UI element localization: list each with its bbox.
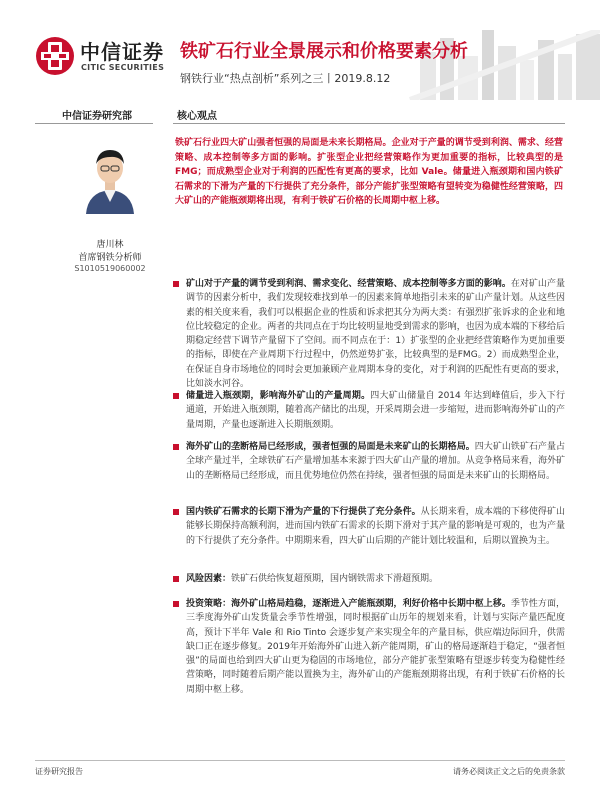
bullet-marker: [173, 393, 179, 399]
point-heading: 矿山对于产量的调节受到利润、需求变化、经营策略、成本控制等多方面的影响。: [186, 279, 511, 289]
point-body: 季节性方面，三季度海外矿山发货量会季节性增强，同时根据矿山历年的规划来看，计划与实际产量匹配度高，预计下半年 Vale 和 Rio Tinto 会逐步复产来实现全年的产量目标，供应端边际回升，供需缺口正在逐步修复。2019年开始海外矿山进入新产能周期，矿山的格局逐渐趋于稳定，“强者恒强”的局面也给到四大矿山更为稳固的市场地位，部分产能扩张型策略有望逐步转变为稳健性经营策略，同时随着后期产能以置换为主，海外矿山的产能瓶颈期将出现，有利于铁矿石价格的长周期中枢上移。: [186, 599, 565, 695]
point-body: 铁矿石供给恢复超预期，国内钢铁需求下滑超预期。: [231, 574, 439, 584]
footer-divider: [35, 760, 565, 761]
point-heading: 储量进入瓶颈期，影响海外矿山的产量周期。: [186, 391, 371, 401]
logo-english-text: CITIC SECURITIES: [81, 63, 165, 72]
analyst-name: 唐川林: [96, 240, 124, 250]
point-heading: 海外矿山的垄断格局已经形成，强者恒强的局面是未来矿山的长期格局。: [186, 442, 475, 452]
research-dept-label: 中信证券研究部: [62, 111, 132, 122]
logo-chinese-text: 中信证券: [80, 40, 164, 64]
point-heading: 风险因素：: [186, 574, 232, 584]
point-heading: 国内铁矿石需求的长期下滑为产量的下行提供了充分条件。: [186, 507, 421, 517]
main-divider: [173, 123, 565, 124]
footer-disclaimer: 请务必阅读正文之后的免责条款: [453, 767, 565, 776]
footer-left-text: 证券研究报告: [35, 767, 83, 776]
bullet-marker: [173, 509, 179, 515]
point-2: [173, 389, 565, 432]
point-body: 在对矿山产量调节的因素分析中，我们发现较难找到单一的因素来简单地指引未来的矿山产量计划。从这些因素的相关度来看，我们可以根据企业的性质和诉求把其分为两大类：有强烈扩张诉求的企业和地位比较稳定的企业。两者的共同点在于均比较明显地受到需求的影响，也因为成本端的下移给后期稳定经营下调节产量留下了空间。而不同点在于：1）扩张型的企业把经营策略作为更加重要的指标，即使在产业周期下行过程中，仍然逆势扩张，比较典型的是FMG。2）而成熟型企业，在保证自身市场地位的同时会更加兼顾产业周期本身的变化，对于利润的匹配性有更高的要求，比如淡水河谷。: [186, 279, 565, 390]
point-body: 从长期来看，成本端的下移使得矿山能够长期保持高额利润，进而国内铁矿石需求的长期下滑对于其产量的影响是可观的，也为产量的下行提供了充分条件。中期期来看，四大矿山后期的产能计划比较温和，后期以置换为主。: [186, 507, 565, 546]
point-body: 四大矿山铁矿石产量占全球产量过半，全球铁矿石产量增加基本来源于四大矿山产量的增加。从竞争格局来看，海外矿山的垄断格局已经形成，而且优势地位仍然在持续，强者恒强的局面是未来矿山的长期格局。: [186, 442, 565, 481]
point-4: [173, 505, 565, 548]
point-6: [173, 597, 565, 697]
point-3: [173, 440, 565, 483]
report-header: [0, 0, 600, 100]
analyst-avatar: [80, 142, 140, 214]
analyst-role: 首席钢铁分析师: [78, 253, 142, 263]
bullet-marker: [173, 601, 179, 607]
bullet-marker: [173, 576, 179, 582]
bullet-marker: [173, 444, 179, 450]
sidebar-divider: [35, 123, 153, 124]
bullet-marker: [173, 281, 179, 287]
core-summary: 铁矿石行业四大矿山强者恒强的局面是未来长期格局。企业对于产量的调节受到利润、需求、经营策略、成本控制等多方面的影响。扩张型企业把经营策略作为更加重要的指标，比较典型的是 FMG；而成熟型企业对于利润的匹配性有更高的要求，比如 Vale。储量进入瓶颈期和国内铁矿石需求的下滑为产量的下行提供了充分条件，部分产能扩张型策略有望转变为稳健性经营策略，四大矿山的产能瓶颈期将出现，有利于铁矿石价格的长周期中枢上移。: [175, 138, 563, 206]
point-heading: 投资策略：海外矿山格局趋稳，逐渐进入产能瓶颈期，利好价格中长期中枢上移。: [186, 599, 511, 609]
core-views-label: 核心观点: [177, 111, 217, 122]
point-1: [173, 277, 565, 391]
point-body: 四大矿山储量自 2014 年达到峰值后，步入下行通道，开始进入瓶颈期，随着高产储比的出现，开采周期会进一步缩短，进而影响海外矿山的产量周期，产量也逐渐进入长期瓶颈期。: [186, 391, 565, 430]
citic-logo-icon: [35, 36, 75, 76]
point-5: [173, 572, 565, 586]
report-title: 铁矿石行业全景展示和价格要素分析: [180, 41, 468, 62]
analyst-license-id: S1010519060002: [74, 264, 146, 273]
report-subtitle: 钢铁行业“热点剖析”系列之三丨2019.8.12: [180, 72, 391, 85]
